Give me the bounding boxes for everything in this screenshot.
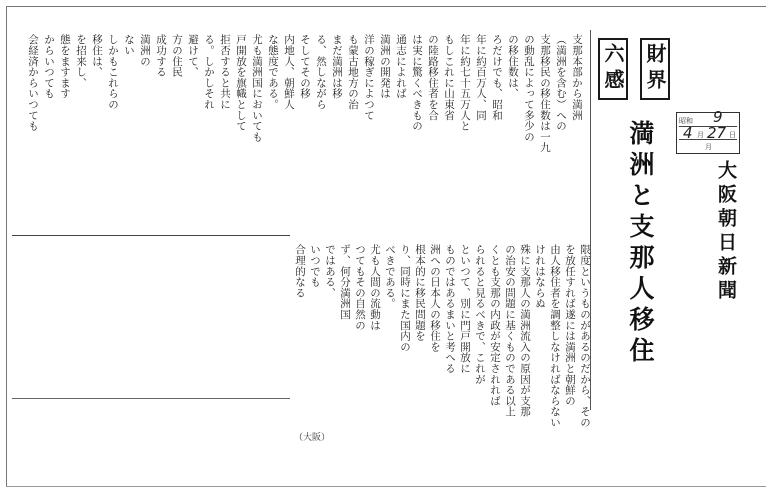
lower-rule [12, 398, 290, 399]
column-label: 六感 [598, 38, 628, 100]
text-column: の動乱によって多少の [523, 34, 535, 142]
text-column: り、同時にまた国内の [399, 244, 411, 352]
text-column: 通志によれば [395, 34, 407, 99]
text-column: つてもその自然の [354, 244, 366, 331]
date-stamp [676, 108, 740, 154]
text-column: な態度である。 [267, 34, 279, 110]
stamp-bottom-label: 月 [705, 143, 712, 151]
text-column: は実に驚くべきもの [411, 34, 423, 132]
text-column: 態をますます [59, 34, 71, 99]
text-column: 洋の稼ぎによつて [363, 34, 375, 121]
text-column: ものではあるまいと考へる [444, 244, 456, 374]
top-border [6, 6, 766, 7]
text-column: べきである。 [384, 244, 396, 309]
text-column: ろだけでも、昭和 [491, 34, 503, 121]
text-column: 移住は、 [91, 34, 103, 78]
text-column: 殊に支那人の満洲流入の原因が支那 [519, 244, 531, 417]
text-column: しかもこれらの [107, 34, 119, 110]
text-column: といつて、別に門戸開放に [459, 244, 471, 374]
text-column: そしてその移 [299, 34, 311, 99]
stamp-month: 4 [683, 124, 693, 142]
headline: 満洲と支那人移住 [626, 120, 655, 368]
text-column: （満洲を含む）への [555, 34, 567, 132]
text-column: 根本的に移民問題を [414, 244, 426, 342]
text-column: 戸開放を旗幟として [235, 34, 247, 132]
text-column: 支那移民の移住数は一九 [539, 34, 551, 153]
text-column: 年に約七十五万人と [459, 34, 471, 132]
text-column: 合理的なる [294, 244, 306, 298]
bottom-border [6, 486, 766, 487]
text-column: る、然しながら [315, 34, 327, 110]
stamp-year: 9 [713, 108, 723, 126]
text-column: られると見るべきで、これが [474, 244, 486, 385]
text-column: 尤も満洲国においても [251, 34, 263, 142]
stamp-day: 27 [707, 124, 727, 142]
text-column: ではある、 [324, 244, 336, 298]
text-column: もしこれに山東省 [443, 34, 455, 121]
text-column: ない [123, 34, 135, 56]
text-column: の移住数は、 [507, 34, 519, 99]
text-column: 年に約百万人、同 [475, 34, 487, 121]
text-column: まだ満洲は移 [331, 34, 343, 99]
stamp-year-label: 昭和 [679, 117, 693, 125]
text-column: 内地人、朝鮮人 [283, 34, 295, 110]
text-column: けれはならぬ [534, 244, 546, 309]
text-column: 限度というものがあるのだから、その [579, 244, 591, 428]
text-column: からいつても [43, 34, 55, 99]
text-column: る。しかしそれ [203, 34, 215, 110]
text-column: 成功する [155, 34, 167, 78]
text-column: も蒙古地方の治 [347, 34, 359, 110]
left-border [6, 6, 7, 486]
text-column: 方の住民 [171, 34, 183, 78]
text-column: を放任すれば遂には満洲と朝鮮の [564, 244, 576, 406]
text-column: を招来し、 [75, 34, 87, 88]
publication-name: 大阪朝日新聞 [715, 160, 737, 304]
text-column: 避けて、 [187, 34, 199, 78]
text-column: いつでも [309, 244, 321, 288]
text-column: 満洲の [139, 34, 151, 67]
text-column: 洲への日本人の移住を [429, 244, 441, 352]
stamp-month-label: 月 [697, 131, 704, 139]
text-column: 会経済からいつても [27, 34, 39, 132]
text-column: くとも支那の内政が安定されれば [489, 244, 501, 406]
text-column: の陸路移住者を合 [427, 34, 439, 121]
text-column: の治安の問題に基くものである以上 [504, 244, 516, 417]
text-column: 満洲の開発は [379, 34, 391, 99]
text-column: 由人移住者を調整しなければならない [549, 244, 561, 428]
text-column: 尤も人間の流動は [369, 244, 381, 331]
section-rule [12, 235, 290, 236]
text-column: 拒否すると共に [219, 34, 231, 110]
section-label: 財界 [640, 38, 670, 100]
stamp-day-label: 日 [729, 131, 736, 139]
text-column: ず、何分満洲国 [339, 244, 351, 320]
byline: （大阪） [294, 433, 331, 443]
text-column: 支那本部から満洲 [571, 34, 583, 121]
